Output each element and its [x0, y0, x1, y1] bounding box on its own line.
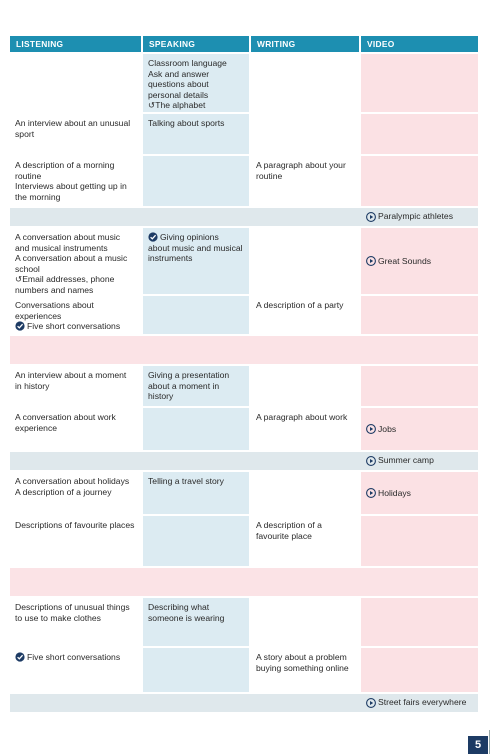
speaking-cell	[143, 694, 249, 712]
table-body	[10, 54, 478, 712]
header-writing: WRITING	[251, 36, 359, 52]
listening-cell: A description of a morning routine Interviews about getting up in the morning	[10, 156, 141, 206]
header-video: VIDEO	[361, 36, 478, 52]
writing-cell	[251, 452, 359, 470]
page-number: 5	[468, 736, 488, 754]
checkmark-icon	[15, 652, 25, 662]
speaking-cell: Describing what someone is wearing	[143, 598, 249, 646]
speaking-cell: Giving a presentation about a moment in history	[143, 366, 249, 406]
writing-cell: A paragraph about work	[251, 408, 359, 450]
video-cell	[361, 208, 478, 226]
video-title: Street fairs everywhere	[378, 697, 467, 708]
video-title: Paralympic athletes	[378, 211, 453, 222]
listening-cell	[10, 336, 141, 364]
writing-cell	[251, 54, 359, 112]
video-cell	[361, 366, 478, 406]
writing-cell	[251, 228, 359, 294]
speaking-cell	[143, 228, 249, 294]
speaking-cell	[143, 452, 249, 470]
listening-cell: Descriptions of unusual things to use to make clothes	[10, 598, 141, 646]
listening-cell	[10, 568, 141, 596]
video-cell	[361, 156, 478, 206]
writing-cell: A story about a problem buying something online	[251, 648, 359, 692]
writing-cell: A description of a party	[251, 296, 359, 334]
listening-cell: An interview about an unusual sport	[10, 114, 141, 154]
table-row	[10, 114, 478, 154]
header-listening: LISTENING	[10, 36, 141, 52]
video-cell	[361, 336, 478, 364]
speaking-cell	[143, 648, 249, 692]
video-play-icon	[366, 256, 376, 266]
listening-cell	[10, 648, 141, 692]
listening-cell	[10, 296, 141, 334]
table-header	[10, 36, 478, 52]
speaking-cell	[143, 296, 249, 334]
writing-cell	[251, 598, 359, 646]
speaking-cell: Talking about sports	[143, 114, 249, 154]
section-band	[10, 336, 478, 364]
table-row	[10, 408, 478, 450]
video-title: Holidays	[378, 487, 411, 498]
speaking-cell	[143, 208, 249, 226]
table-row	[10, 366, 478, 406]
cell-text: Five short conversations	[27, 321, 121, 332]
speaking-cell	[143, 516, 249, 566]
listening-cell: A conversation about work experience	[10, 408, 141, 450]
video-cell	[361, 296, 478, 334]
speaking-cell: Telling a travel story	[143, 472, 249, 514]
listening-cell	[10, 208, 141, 226]
section-band	[10, 452, 478, 470]
writing-cell	[251, 472, 359, 514]
cell-text: Giving opinions about music and musical instruments	[148, 232, 243, 264]
video-cell	[361, 472, 478, 514]
table-row	[10, 228, 478, 294]
video-title: Great Sounds	[378, 255, 432, 266]
table-row	[10, 516, 478, 566]
section-band	[10, 208, 478, 226]
listening-cell: Descriptions of favourite places	[10, 516, 141, 566]
cell-text: Conversations about experiences	[15, 300, 94, 321]
video-play-icon	[366, 456, 376, 466]
table-row	[10, 156, 478, 206]
checkmark-icon	[15, 321, 25, 331]
writing-cell	[251, 694, 359, 712]
writing-cell: A paragraph about your routine	[251, 156, 359, 206]
speaking-cell: Classroom language Ask and answer questions about personal details ↺The alphabet	[143, 54, 249, 112]
writing-cell: A description of a favourite place	[251, 516, 359, 566]
course-content-table	[10, 36, 478, 714]
video-cell	[361, 408, 478, 450]
video-cell	[361, 568, 478, 596]
video-cell	[361, 228, 478, 294]
writing-cell	[251, 366, 359, 406]
listening-cell: A conversation about holidays A description of a journey	[10, 472, 141, 514]
video-cell	[361, 598, 478, 646]
table-row	[10, 648, 478, 692]
speaking-cell	[143, 156, 249, 206]
writing-cell	[251, 568, 359, 596]
listening-cell	[10, 452, 141, 470]
video-cell	[361, 452, 478, 470]
video-cell	[361, 694, 478, 712]
checkmark-icon	[148, 232, 158, 242]
speaking-cell	[143, 408, 249, 450]
video-play-icon	[366, 424, 376, 434]
table-row	[10, 296, 478, 334]
section-band	[10, 694, 478, 712]
video-cell	[361, 114, 478, 154]
speaking-cell	[143, 568, 249, 596]
writing-cell	[251, 114, 359, 154]
listening-cell: An interview about a moment in history	[10, 366, 141, 406]
table-row	[10, 472, 478, 514]
table-row	[10, 598, 478, 646]
speaking-cell	[143, 336, 249, 364]
video-cell	[361, 54, 478, 112]
cell-text: Five short conversations	[27, 652, 121, 662]
section-band	[10, 568, 478, 596]
video-play-icon	[366, 212, 376, 222]
writing-cell	[251, 336, 359, 364]
video-cell	[361, 648, 478, 692]
table-row	[10, 54, 478, 112]
video-cell	[361, 516, 478, 566]
header-speaking: SPEAKING	[143, 36, 249, 52]
writing-cell	[251, 208, 359, 226]
video-play-icon	[366, 488, 376, 498]
listening-cell	[10, 694, 141, 712]
video-title: Jobs	[378, 423, 397, 434]
listening-cell	[10, 54, 141, 112]
listening-cell: A conversation about music and musical instruments A conversation about a music school ↺Email addresses, phone numbers and names	[10, 228, 141, 294]
page-number-rule	[489, 730, 490, 754]
video-play-icon	[366, 698, 376, 708]
video-title: Summer camp	[378, 455, 434, 466]
